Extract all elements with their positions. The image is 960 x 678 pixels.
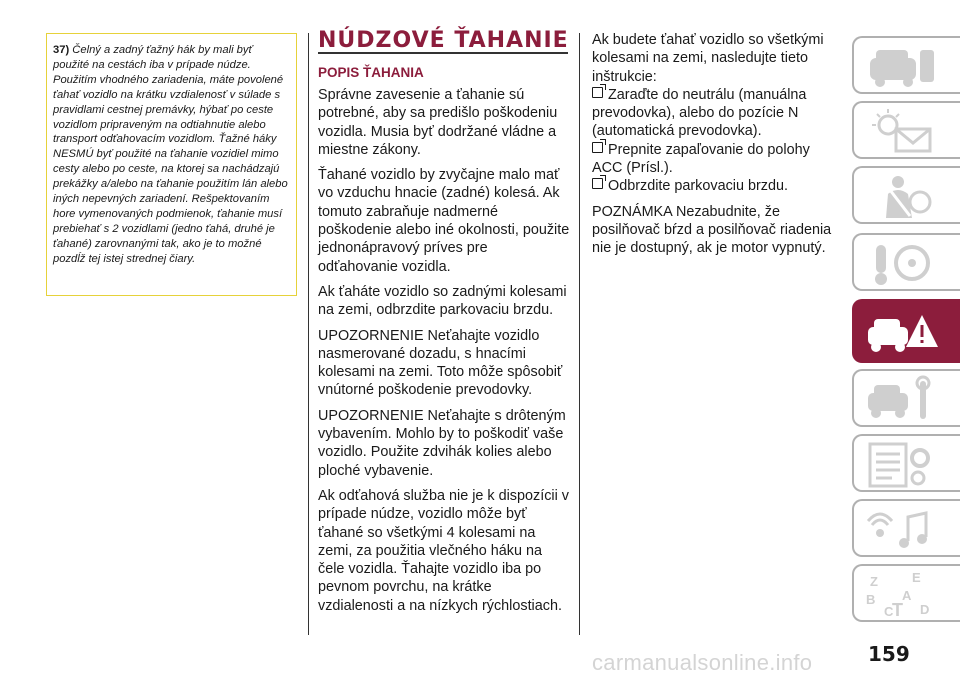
page-number: 159 — [868, 642, 910, 666]
paragraph: Ak odťahová služba nie je k dispozícii v prípade núdze, vozidlo môže byť ťahané so všetkými 4 kolesami na zemi, za použitia vlečného háku na čele vozidla. Ťahajte vozidlo iba po pevnom povrchu, na krátke vzdialenosti a na nízkych rýchlostiach. — [318, 487, 569, 614]
seatbelt-airbag-icon — [862, 172, 942, 222]
step-item: Prepnite zapaľovanie do polohy ACC (Prísl.). — [592, 141, 810, 177]
svg-text:D: D — [920, 602, 930, 617]
warning-number: 37) — [53, 44, 70, 56]
tab-lights-messages[interactable] — [852, 101, 960, 159]
tab-car-info[interactable] — [852, 36, 960, 94]
checkbox-bullet-icon — [592, 178, 603, 189]
step-item: Odbrzdite parkovaciu brzdu. — [592, 177, 842, 195]
tab-emergency[interactable] — [852, 299, 960, 363]
column-divider-2 — [579, 33, 580, 635]
checkbox-bullet-icon — [592, 87, 603, 98]
paragraph: Ak ťaháte vozidlo so zadnými kolesami na zemi, odbrzdite parkovaciu brzdu. — [318, 283, 567, 319]
tab-multimedia[interactable] — [852, 499, 960, 557]
checkbox-bullet-icon — [592, 142, 603, 153]
svg-text:C: C — [884, 604, 894, 619]
tab-safety[interactable] — [852, 166, 960, 224]
paragraph: Správne zavesenie a ťahanie sú potrebné, aby sa predišlo poškodeniu vozidla. Musia byť dodržané vládne a miestne zákony. — [318, 87, 558, 158]
key-steering-icon — [862, 239, 942, 289]
warning-box — [46, 33, 297, 296]
svg-text:Z: Z — [870, 574, 878, 589]
tab-technical-data[interactable] — [852, 434, 960, 492]
svg-text:E: E — [912, 570, 921, 585]
emergency-car-icon — [862, 305, 942, 361]
caution-paragraph: UPOZORNENIE Neťahajte s drôteným vybavením. Mohlo by to poškodiť vaše vozidlo. Použite zdvihák kolies alebo ploché vybavenie. — [318, 407, 566, 479]
note-text: POZNÁMKA Nezabudnite, že posilňovač bŕzd a posilňovač riadenia nie je dostupný, ak je motor vypnutý. — [592, 203, 832, 257]
tab-index[interactable] — [852, 564, 960, 622]
tab-maintenance[interactable] — [852, 369, 960, 427]
technical-data-icon — [862, 440, 942, 490]
column-divider-1 — [308, 33, 309, 635]
multimedia-icon — [862, 505, 942, 555]
section-subtitle: POPIS ŤAHANIA — [318, 65, 424, 80]
car-maintenance-icon — [862, 375, 942, 425]
warning-text: Čelný a zadný ťažný hák by mali byť použité na cestách iba v prípade núdze. Použitím vhodného zariadenia, máte povolené ťahať vozidlo na krátku vzdialenosť v súlade s pravidlami cestnej premávky, hýbať po ceste vozidlom pripraveným na odtiahnutie alebo transport odťahovacím vozidlom. Ťažné háky NESMÚ byť použité na ťahanie vozidiel mimo cesty alebo po ceste, na ktorej sa nachádzajú prekážky a/alebo na ťahanie použitím lán alebo iných nepevných zariadení. Rešpektovaním hore vymenovaných podmienok, ťahanie musí prebiehať s 2 vozidlami (jedno ťahá, druhé je ťahané) zarovnanými tak, ako je to možné pozdĺž tej istej strednej čiary. — [53, 44, 288, 265]
watermark: carmanualsonline.info — [592, 650, 813, 675]
svg-text:T: T — [892, 600, 903, 620]
svg-text:A: A — [902, 588, 912, 603]
svg-text:B: B — [866, 592, 876, 607]
paragraph: Ťahané vozidlo by zvyčajne malo mať vo vzduchu hnacie (zadné) kolesá. Ak tomuto zabraňuje nadmerné poškodenie alebo iné okolnosti, použite jednonápravový príves pre odťahovanie vozidla. — [318, 167, 570, 275]
lights-message-icon — [862, 107, 942, 157]
right-column — [592, 31, 842, 258]
step-item: Zaraďte do neutrálu (manuálna prevodovka), alebo do pozície N (automatická prevodovka). — [592, 86, 807, 140]
middle-column — [318, 28, 570, 622]
alphabetical-index-icon — [862, 570, 942, 620]
intro-text: Ak budete ťahať vozidlo so všetkými kolesami na zemi, nasledujte tieto inštrukcie: — [592, 32, 824, 85]
section-title: NÚDZOVÉ ŤAHANIE — [318, 28, 569, 53]
car-info-icon — [862, 42, 942, 92]
caution-paragraph: UPOZORNENIE Neťahajte vozidlo nasmerované dozadu, s hnacími kolesami na zemi. Toto môže spôsobiť vnútorné poškodenie prevodovky. — [318, 327, 563, 399]
tab-start-drive[interactable] — [852, 233, 960, 291]
